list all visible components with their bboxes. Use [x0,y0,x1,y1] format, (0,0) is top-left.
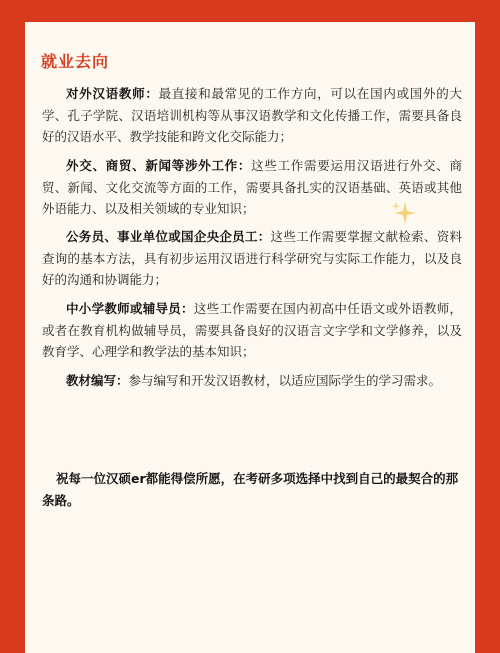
section-school-teacher [42,298,462,363]
section-text: 这些工作需要掌握文献检索、资料查询的基本方法，具有初步运用汉语进行科学研究与实际工作能力，以及良好的沟通和协调能力； [42,229,462,287]
section-civil-servant [42,226,462,291]
section-overseas-teacher [42,83,462,148]
section-heading: 对外汉语教师： [66,86,159,101]
section-heading: 教材编写： [66,373,129,388]
closing-message: 祝每一位汉硕er都能得偿所愿，在考研多项选择中找到自己的最契合的那条路。 [42,471,459,508]
content-card [25,22,475,653]
section-heading: 公务员、事业单位或国企央企员工： [66,229,271,244]
section-text: 参与编写和开发汉语教材，以适应国际学生的学习需求。 [128,373,442,388]
section-textbook-writing [42,370,462,392]
section-text: 这些工作需要在国内初高中任语文或外语教师，或者在教育机构做辅导员，需要具备良好的汉语言文字学和文学修养，以及教育学、心理学和教学法的基本知识； [42,301,462,359]
section-heading: 中小学教师或辅导员： [66,301,194,316]
section-heading: 外交、商贸、新闻等涉外工作： [66,158,252,173]
section-text: 最直接和最常见的工作方向，可以在国内或国外的大学、孔子学院、汉语培训机构等从事汉语教学和文化传播工作，需要具备良好的汉语水平、教学技能和跨文化交际能力； [42,86,462,144]
page-title: 就业去向 [41,52,110,71]
sparkle-icon [391,200,417,226]
section-text: 这些工作需要运用汉语进行外交、商贸、新闻、文化交流等方面的工作，需要具备扎实的汉语基础、英语或其他外语能力、以及相关领域的专业知识； [42,158,462,216]
